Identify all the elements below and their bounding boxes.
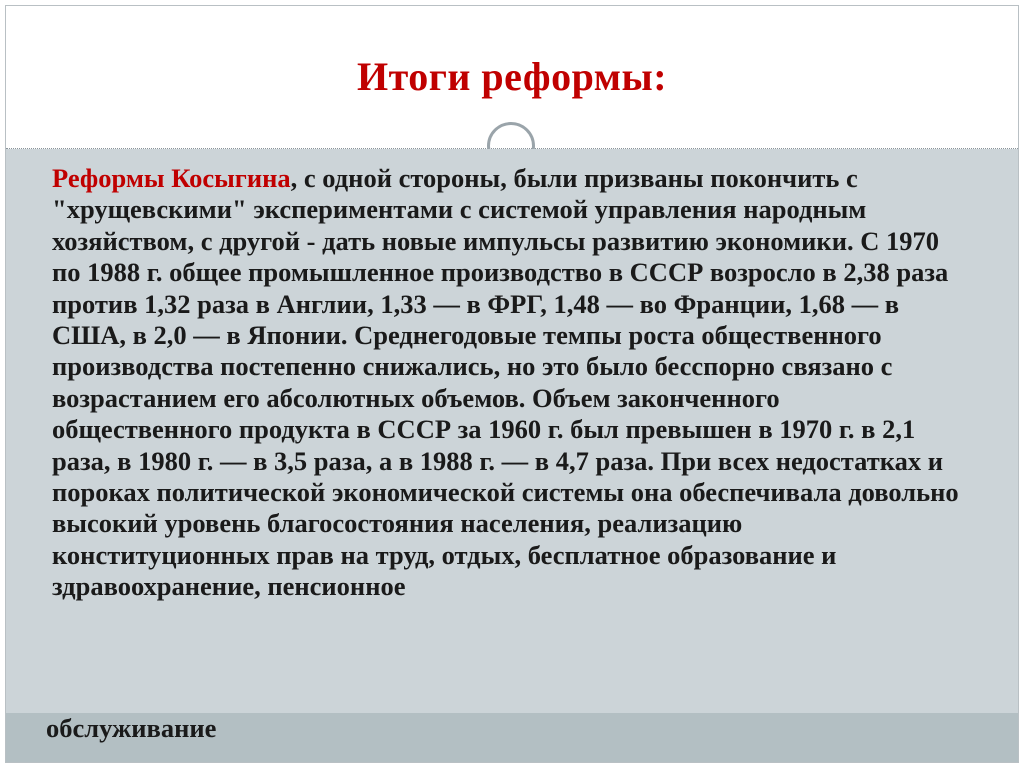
overflow-text: обслуживание: [46, 713, 217, 743]
title-band: [6, 6, 1018, 137]
page-title: Итоги реформы:: [356, 54, 668, 99]
body-paragraph: [52, 163, 962, 602]
body-content: [6, 149, 1018, 713]
lead-phrase: Реформы Косыгина: [52, 163, 291, 193]
body-text: , с одной стороны, были призваны покончить с "хрущевскими" экспериментами с системой управления народным хозяйством, с другой - дать новые импульсы развитию экономики. С 1970 по 1988 г. общее промышленное производство в СССР возросло в 2,38 раза против 1,32 раза в Англии, 1,33 — в ФРГ, 1,48 — во Франции, 1,68 — в США, в 2,0 — в Японии. Среднегодовые темпы роста общественного производства постепенно снижались, но это было бесспорно связано с возрастанием его абсолютных объемов. Объем законченного общественного продукта в СССР за 1960 г. был превышен в 1970 г. в 2,1 раза, в 1980 г. — в 3,5 раза, а в 1988 г. — в 4,7 раза. При всех недостатках и пороках политической экономической системы она обеспечивала довольно высокий уровень благосостояния населения, реализацию конституционных прав на труд, отдых, бесплатное образование и здравоохранение, пенсионное: [52, 163, 959, 602]
